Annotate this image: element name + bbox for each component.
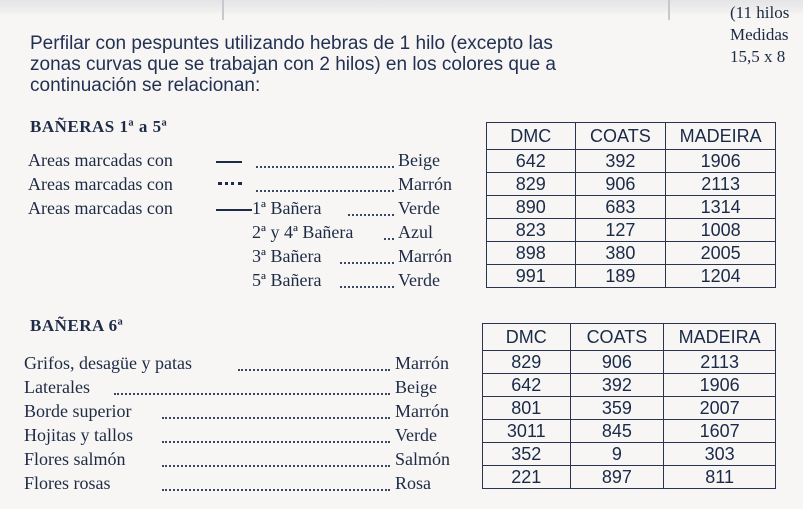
thread-color: Marrón: [395, 353, 449, 373]
table-cell: 898: [487, 242, 576, 265]
table-cell: 801: [483, 397, 571, 420]
table-cell: 906: [575, 173, 666, 196]
table-cell: 127: [575, 219, 666, 242]
table-cell: 811: [664, 466, 776, 489]
table-row: [487, 196, 776, 219]
table-cell: 897: [570, 466, 664, 489]
table-cell: 991: [487, 265, 576, 288]
dotted-leader: [384, 238, 394, 240]
dotted-leader: [340, 262, 394, 264]
dotted-leader: [114, 393, 390, 395]
section-heading-banera-1-5: BAÑERAS 1ª a 5ª: [30, 117, 168, 136]
thread-color: Marrón: [398, 246, 452, 266]
table-cell: 1607: [664, 420, 776, 443]
thread-color: Salmón: [395, 449, 451, 469]
table-cell: 1314: [666, 196, 776, 219]
table-cell: 683: [575, 196, 666, 219]
table-cell: 2113: [664, 351, 776, 374]
dotted-leader: [162, 441, 390, 443]
paper-crease: [222, 0, 224, 20]
table-row: [487, 219, 776, 242]
row-label: Areas marcadas con: [28, 150, 173, 170]
row-label: Grifos, desagüe y patas: [24, 353, 192, 373]
table-cell: 2113: [666, 173, 776, 196]
dotted-leader: [256, 166, 394, 168]
table-cell: 352: [483, 443, 571, 466]
thread-color: Verde: [398, 198, 440, 218]
thread-color: Marrón: [395, 401, 449, 421]
table-cell: 890: [487, 196, 576, 219]
table-cell: 829: [483, 351, 571, 374]
dotted-leader: [340, 286, 394, 288]
paper-fold: [0, 0, 803, 14]
table-cell: 189: [575, 265, 666, 288]
dotted-leader: [162, 465, 390, 467]
row-label: Areas marcadas con: [28, 174, 173, 194]
table-cell: 1906: [664, 374, 776, 397]
paper-crease: [668, 0, 670, 20]
thread-color: Beige: [395, 377, 437, 397]
thread-table-banera-1-5: [486, 122, 776, 288]
thread-color: Azul: [398, 222, 433, 242]
column-header: COATS: [575, 123, 666, 150]
table-cell: 380: [575, 242, 666, 265]
dotted-leader: [256, 190, 394, 192]
row-sublabel: 5ª Bañera: [252, 270, 322, 290]
dotted-leader: [162, 417, 390, 419]
table-row: [483, 420, 776, 443]
table-cell: 823: [487, 219, 576, 242]
solid-line-marker: [216, 161, 242, 163]
table-row: [483, 397, 776, 420]
row-label: Flores salmón: [24, 449, 126, 469]
table-header-row: [487, 123, 776, 150]
row-label: Hojitas y tallos: [24, 425, 133, 445]
intro-paragraph: [30, 33, 730, 96]
intro-line: Perfilar con pespuntes utilizando hebras de 1 hilo (excepto las: [30, 33, 553, 54]
column-header: MADEIRA: [664, 324, 776, 351]
table-cell: 845: [570, 420, 664, 443]
table-row: [487, 150, 776, 173]
dotted-leader: [238, 369, 390, 371]
thread-color: Marrón: [398, 174, 452, 194]
table-cell: 392: [575, 150, 666, 173]
solid-line-marker: [216, 209, 252, 211]
table-cell: 1906: [666, 150, 776, 173]
table-row: [487, 242, 776, 265]
row-sublabel: 1ª Bañera: [252, 198, 322, 218]
table-cell: 2007: [664, 397, 776, 420]
column-header: MADEIRA: [666, 123, 776, 150]
dotted-leader: [162, 489, 390, 491]
column-header: DMC: [487, 123, 576, 150]
corner-note-line: (11 hilos: [730, 3, 790, 22]
table-row: [483, 466, 776, 489]
table-cell: 829: [487, 173, 576, 196]
corner-note-line: Medidas: [730, 25, 789, 44]
intro-line: continuación se relacionan:: [30, 75, 261, 96]
thread-table-banera-6: [482, 323, 776, 489]
table-cell: 9: [570, 443, 664, 466]
section-heading-banera-6: BAÑERA 6ª: [30, 316, 124, 335]
table-cell: 642: [487, 150, 576, 173]
thread-color: Verde: [395, 425, 437, 445]
row-label: Laterales: [24, 377, 90, 397]
dotted-line-marker: [218, 182, 242, 185]
table-cell: 221: [483, 466, 571, 489]
corner-note-line: 15,5 x 8: [730, 47, 786, 66]
table-cell: 3011: [483, 420, 571, 443]
row-sublabel: 2ª y 4ª Bañera: [252, 222, 354, 242]
row-label: Areas marcadas con: [28, 198, 173, 218]
table-cell: 303: [664, 443, 776, 466]
table-row: [487, 265, 776, 288]
table-row: [483, 351, 776, 374]
thread-color: Beige: [398, 150, 440, 170]
column-header: COATS: [570, 324, 664, 351]
intro-line: zonas curvas que se trabajan con 2 hilos) en los colores que a: [30, 54, 556, 75]
thread-color: Rosa: [395, 473, 431, 493]
thread-color: Verde: [398, 270, 440, 290]
table-cell: 392: [570, 374, 664, 397]
table-cell: 1008: [666, 219, 776, 242]
table-cell: 1204: [666, 265, 776, 288]
column-header: DMC: [483, 324, 571, 351]
row-label: Borde superior: [24, 401, 132, 421]
table-row: [487, 173, 776, 196]
table-cell: 906: [570, 351, 664, 374]
table-cell: 359: [570, 397, 664, 420]
table-cell: 2005: [666, 242, 776, 265]
dotted-leader: [348, 214, 394, 216]
table-row: [483, 443, 776, 466]
row-label: Flores rosas: [24, 473, 111, 493]
row-sublabel: 3ª Bañera: [252, 246, 322, 266]
table-header-row: [483, 324, 776, 351]
table-row: [483, 374, 776, 397]
table-cell: 642: [483, 374, 571, 397]
